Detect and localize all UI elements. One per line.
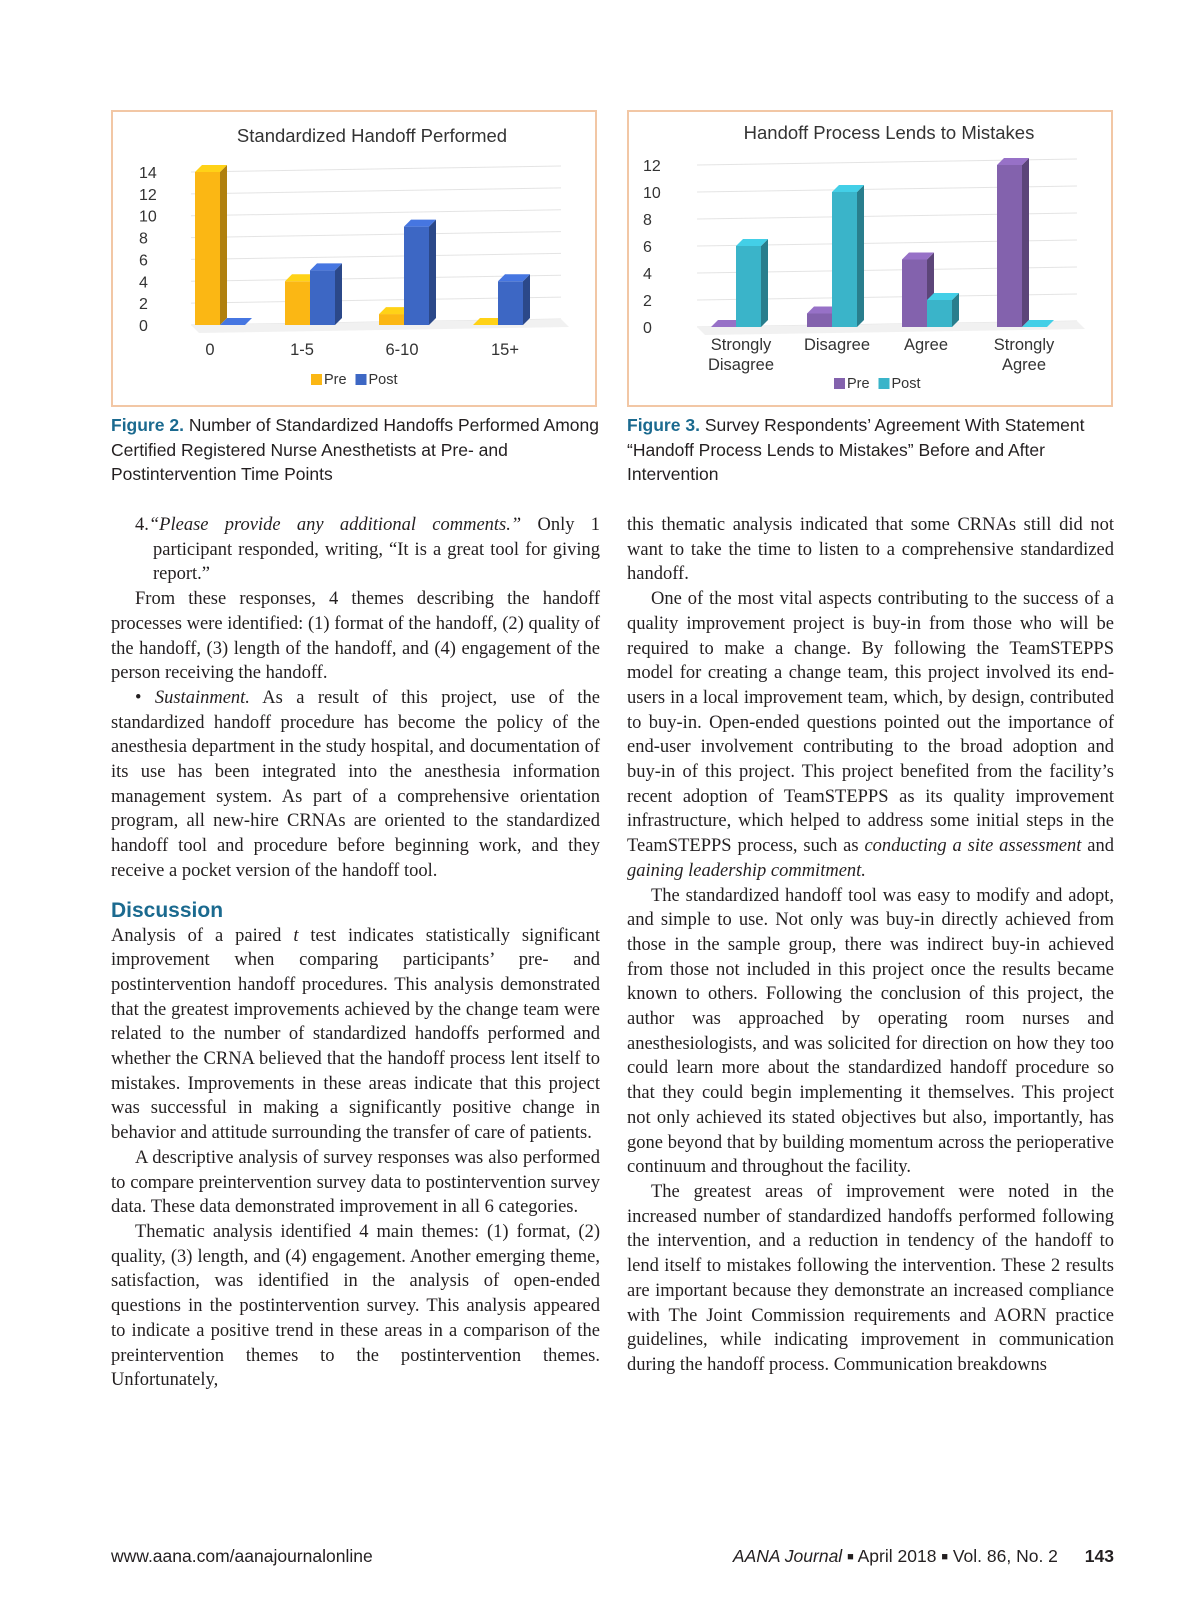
bar-side: [1022, 158, 1029, 327]
legend-label: Post: [891, 376, 921, 392]
text: and: [1081, 836, 1114, 857]
y-tick-label: 12: [139, 186, 157, 204]
separator-square: ■: [941, 1551, 948, 1563]
paragraph-right-4: The greatest areas of improvement were noted in the increased number of standardized handoffs performed following the intervention, and a reduction in tendency of the handoff to lend itself to mistakes following the intervention. These 2 results are important because they demonstrate an increased compliance with The Joint Commission requirements and AORN practice guidelines, while indicating improvement in communication during the handoff process. Communication breakdowns: [627, 1181, 1114, 1375]
bar-side: [857, 185, 864, 327]
figure-3-svg: [629, 112, 1111, 405]
bar-post: [498, 281, 523, 325]
chart-title: Handoff Process Lends to Mistakes: [743, 122, 1035, 143]
bar-pre: [997, 165, 1022, 327]
journal-name: AANA Journal: [732, 1546, 843, 1566]
x-tick-label: 15+: [491, 341, 519, 359]
separator-square: ■: [847, 1551, 854, 1563]
volume: Vol. 86, No. 2: [952, 1546, 1058, 1566]
right-column: [627, 513, 1114, 1378]
chart-title: Standardized Handoff Performed: [236, 125, 508, 146]
bar-side: [429, 220, 436, 325]
x-tick-label: 1-5: [290, 341, 314, 359]
legend-label: Pre: [847, 376, 870, 392]
gridline: [191, 232, 561, 238]
bar-pre: [902, 260, 927, 328]
x-tick-label: 0: [205, 341, 215, 359]
bar-pre: [379, 314, 404, 325]
y-tick-label: 12: [643, 158, 661, 175]
y-tick-label: 2: [643, 293, 652, 310]
paragraph-right-3: The standardized handoff tool was easy to modify and adopt, and simple to use. Not only was buy-in directly achieved from those in the sample group, there was indirect buy-in achieved from those not included in this project once the results became known to others. Following the conclusion of this project, the author was approached by operating room nurses and anesthesiologists, and was solicited for direction on how they too could learn more about the standardized handoff procedure so that they could begin implementing it themselves. This project not only achieved its stated objectives but also, importantly, has gone beyond that by building momentum across the perioperative continuum and throughout the facility.: [627, 885, 1114, 1178]
legend-swatch: [834, 378, 845, 389]
gridline: [191, 166, 561, 172]
footer-url: www.aana.com/aanajournalonline: [111, 1546, 373, 1566]
gridline: [191, 210, 561, 216]
figure-2-chart: [111, 110, 597, 407]
y-tick-label: 8: [643, 212, 652, 229]
paragraph-discussion-1: [111, 924, 600, 1146]
list-item-number: 4.: [135, 515, 149, 535]
figure-3-caption: [627, 413, 1127, 487]
text: One of the most vital aspects contributing to the success of a quality improvement project is buy-in from those who will be required to make a change. By following the TeamSTEPPS model for creating a change team, this project involved its end-users in a local improvement team, which, by design, contributed to buy-in. Open-ended questions pointed out the importance of end-user involvement contributing to the broad adoption and buy-in of this project. This project benefited from the facility’s recent adoption of TeamSTEPPS as its quality improvement infrastructure, which helped to address some initial steps in the TeamSTEPPS process, such as: [627, 589, 1114, 857]
sustainment-label: Sustainment.: [154, 687, 250, 708]
legend-swatch: [311, 374, 322, 385]
bar-side: [761, 239, 768, 327]
sustainment-text: As a result of this project, use of the standardized handoff procedure has become the policy of the anesthesia department in the study hospital, and documentation of its use has been integrated into the anesthesia information management system. As part of a comprehensive orientation program, all new-hire CRNAs are oriented to the standardized handoff tool and procedure before beginning work, and they receive a pocket version of the handoff tool.: [111, 687, 600, 881]
y-tick-label: 4: [643, 266, 652, 283]
y-tick-label: 6: [139, 252, 148, 270]
bar-post: [832, 192, 857, 327]
y-tick-label: 14: [139, 165, 157, 182]
paragraph-discussion-3: Thematic analysis identified 4 main themes: (1) format, (2) quality, (3) length, and (4) engagement. Another emerging theme, satisfaction, was identified in the analysis of open-ended questions in the postintervention survey. This analysis appeared to indicate a positive trend in these areas in a comparison of the preintervention themes to the postintervention themes. Unfortunately,: [111, 1221, 600, 1391]
y-tick-label: 10: [139, 208, 157, 226]
bar-side: [220, 165, 227, 325]
y-tick-label: 10: [643, 185, 661, 202]
bar-pre: [195, 172, 220, 325]
gridline: [191, 253, 561, 259]
paragraph-right-1: this thematic analysis indicated that some CRNAs still did not want to take the time to listen to a comprehensive standardized handoff.: [627, 515, 1114, 585]
bar-post: [310, 270, 335, 325]
legend-swatch: [356, 374, 367, 385]
bar-pre: [285, 281, 310, 325]
bar-post: [927, 300, 952, 327]
x-tick-label: Disagree: [803, 336, 871, 354]
bar-post: [404, 227, 429, 325]
x-tick-label: Strongly: [710, 336, 772, 354]
x-tick-label: Strongly: [993, 336, 1055, 354]
legend-swatch: [879, 378, 890, 389]
bar-pre: [807, 314, 832, 328]
y-tick-label: 0: [139, 318, 148, 335]
figure-2-caption: [111, 413, 601, 487]
y-tick-label: 0: [643, 320, 652, 337]
y-tick-label: 8: [139, 230, 148, 248]
left-column: [111, 513, 600, 1393]
y-tick-label: 6: [643, 239, 652, 256]
footer-journal-info: [733, 1546, 1114, 1567]
text: test indicates statistically significant improvement when comparing participants’ pre- and postintervention handoff procedures. This analysis demonstrated that the greatest improvements achieved by the change team were related to the number of standardized handoffs performed and whether the CRNA believed that the handoff process lent itself to mistakes. Improvements in these areas indicate that this project was successful in making a significantly positive change in behavior and attitude surrounding the transfer of care of patients.: [111, 925, 600, 1144]
paragraph-sustainment: [111, 686, 600, 884]
x-tick-label: Disagree: [707, 356, 775, 374]
x-tick-label: 6-10: [385, 341, 419, 359]
gridline: [191, 188, 561, 194]
italic-phrase: gaining leadership commitment.: [627, 860, 866, 881]
bar-side: [523, 274, 530, 325]
y-tick-label: 2: [139, 296, 148, 314]
text: Analysis of a paired: [111, 925, 294, 946]
x-tick-label: Agree: [903, 336, 949, 354]
bar-side: [335, 263, 342, 325]
legend-label: Pre: [324, 372, 347, 388]
bar-post: [736, 246, 761, 327]
figure-2-caption-text: Number of Standardized Handoffs Performed Among Certified Registered Nurse Anesthetists at Pre- and Postintervention Time Points: [111, 415, 599, 484]
figure-3-chart: [627, 110, 1113, 407]
bullet: •: [135, 687, 155, 708]
x-tick-label: Agree: [1001, 356, 1047, 374]
paragraph-themes: From these responses, 4 themes describing the handoff processes were identified: (1) format of the handoff, (2) quality of the handoff, (3) length of the handoff, and (4) engagement of the person receiving the handoff.: [111, 589, 600, 684]
figure-2-caption-label: Figure 2.: [111, 415, 184, 435]
figure-3-caption-text: Survey Respondents’ Agreement With Statement “Handoff Process Lends to Mistakes” Before and After Intervention: [627, 415, 1085, 484]
legend-label: Post: [368, 372, 398, 388]
issue-date: April 2018: [857, 1546, 937, 1566]
figure-3-caption-label: Figure 3.: [627, 415, 700, 435]
paragraph-right-2: [627, 587, 1114, 883]
discussion-heading: Discussion: [111, 898, 224, 922]
list-item-text: Only 1 participant responded, writing, “It is a great tool for giving report.”: [153, 515, 600, 585]
figure-2-svg: [113, 112, 595, 405]
italic-phrase: conducting a site assessment: [864, 836, 1082, 857]
page-number: 143: [1084, 1546, 1114, 1566]
paragraph-discussion-2: A descriptive analysis of survey responses was also performed to compare preintervention survey data to postintervention survey data. These data demonstrated improvement in all 6 categories.: [111, 1147, 600, 1218]
list-item-quote: “Please provide any additional comments.”: [148, 515, 522, 535]
t-test-italic: t: [293, 925, 299, 946]
y-tick-label: 4: [139, 274, 148, 292]
list-item-4: [111, 513, 600, 587]
